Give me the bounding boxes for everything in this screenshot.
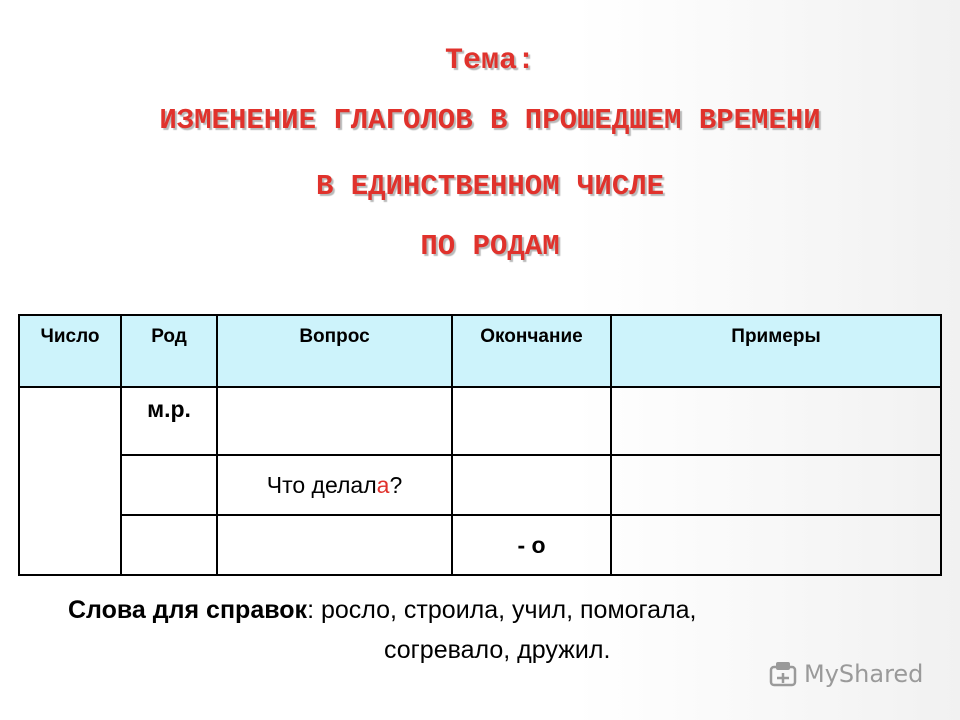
table-row <box>19 455 941 515</box>
slide-title-theme: Тема: <box>444 44 535 78</box>
cell-question-empty <box>217 387 452 455</box>
grammar-table <box>18 314 942 576</box>
header-number: Число <box>19 315 121 387</box>
cell-examples-empty <box>611 515 941 575</box>
hint-label: Слова для справок <box>68 596 308 624</box>
cell-ending-empty <box>452 455 611 515</box>
question-ending-highlight: а <box>376 471 390 498</box>
slide-title-line-1: ИЗМЕНЕНИЕ ГЛАГОЛОВ В ПРОШЕДШЕМ ВРЕМЕНИ <box>159 104 821 137</box>
cell-question-empty <box>217 515 452 575</box>
header-examples: Примеры <box>611 315 941 387</box>
header-question: Вопрос <box>217 315 452 387</box>
question-mark: ? <box>389 471 403 498</box>
table-row <box>19 387 941 455</box>
cell-gender-empty <box>121 515 217 575</box>
slide-title-line-2: В ЕДИНСТВЕННОМ ЧИСЛЕ <box>315 170 665 203</box>
watermark-text: MyShared <box>804 660 924 688</box>
cell-examples-empty <box>611 387 941 455</box>
cell-gender-masculine: м.р. <box>121 387 217 455</box>
hint-line-1 <box>68 596 696 625</box>
cell-ending-neuter: - о <box>452 515 611 575</box>
cell-question-feminine <box>217 455 452 515</box>
table-row <box>19 515 941 575</box>
hint-line-2: согревало, дружил. <box>384 636 611 664</box>
table-header-row <box>19 315 941 387</box>
cell-examples-empty <box>611 455 941 515</box>
cell-ending-empty <box>452 387 611 455</box>
hint-words-1: росло, строила, учил, помогала, <box>314 596 697 624</box>
cell-number <box>19 387 121 575</box>
share-icon <box>768 659 798 689</box>
question-stem: Что делал <box>266 471 377 498</box>
header-gender: Род <box>121 315 217 387</box>
cell-gender-empty <box>121 455 217 515</box>
slide-title-line-3: ПО РОДАМ <box>420 230 560 263</box>
hint-colon: : <box>307 596 315 624</box>
header-ending: Окончание <box>452 315 611 387</box>
watermark-logo <box>768 658 923 690</box>
